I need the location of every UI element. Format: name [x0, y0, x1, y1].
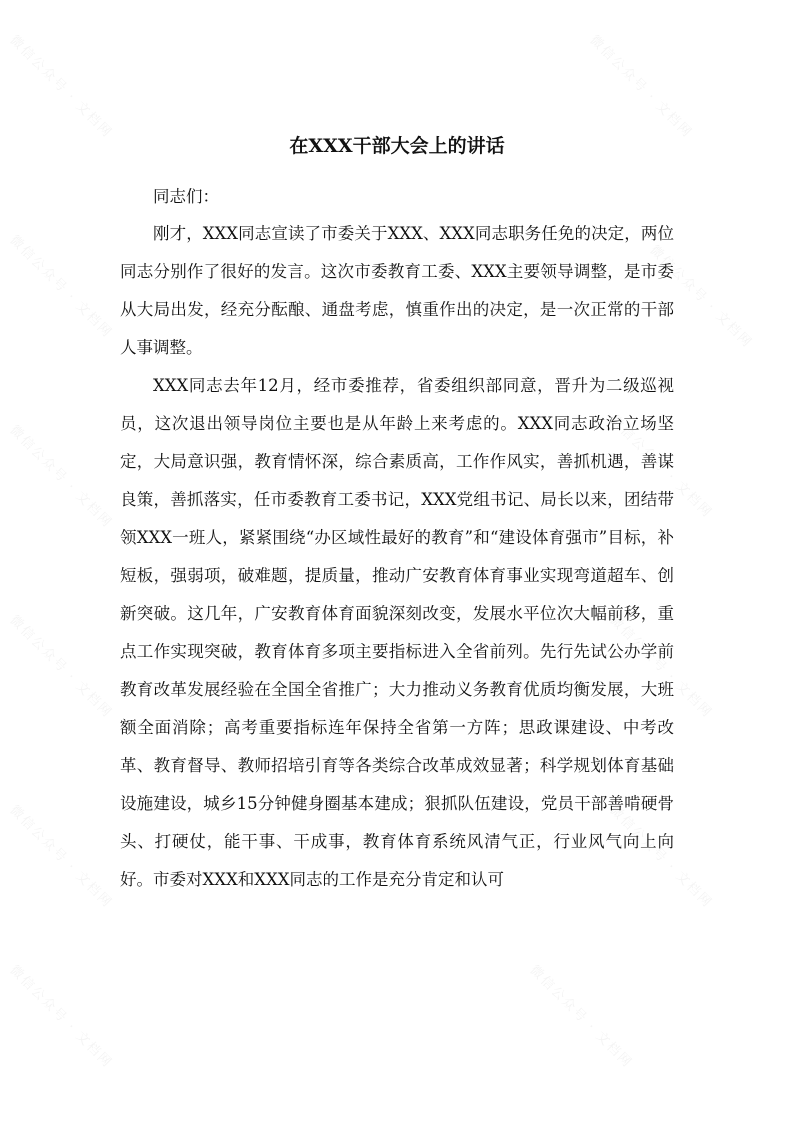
watermark: 微信公众号 · 文档网 [646, 242, 756, 352]
watermark: 微信公众号 · 文档网 [606, 612, 716, 722]
watermark: 微信公众号 · 文档网 [6, 962, 116, 1072]
watermark: 微信公众号 · 文档网 [6, 32, 116, 142]
watermark: 微信公众号 · 文档网 [586, 32, 696, 142]
paragraph: 刚才，XXX同志宣读了市委关于XXX、XXX同志职务任免的决定，两位同志分别作了很好的发言。这次市委教育工委、XXX主要领导调整，是市委从大局出发，经充分酝酿、通盘考虑，慎重作出的决定，是一次正常的干部人事调整。 [120, 224, 674, 357]
watermark: 微信公众号 · 文档网 [526, 962, 636, 1072]
watermark: 微信公众号 · 文档网 [606, 412, 716, 522]
watermark: 微信公众号 · 文档网 [606, 802, 716, 912]
watermark: 微信公众号 · 文档网 [6, 612, 116, 722]
watermark: 微信公众号 · 文档网 [6, 422, 116, 532]
document-body [120, 128, 674, 899]
document-title: 在XXX干部大会上的讲话 [289, 135, 505, 157]
watermark: 微信公众号 · 文档网 [6, 802, 116, 912]
watermark: 微信公众号 · 文档网 [6, 232, 116, 342]
paragraph: XXX同志去年12月，经市委推荐，省委组织部同意，晋升为二级巡视员，这次退出领导岗位主要也是从年龄上来考虑的。XXX同志政治立场坚定，大局意识强，教育情怀深，综合素质高，工作作风实，善抓机遇，善谋良策，善抓落实，任市委教育工委书记，XXX党组书记、局长以来，团结带领XXX一班人，紧紧围绕“办区域性最好的教育”和“建设体育强市”目标，补短板，强弱项，破难题，提质量，推动广安教育体育事业实现弯道超车、创新突破。这几年，广安教育体育面貌深刻改变，发展水平位次大幅前移，重点工作实现突破，教育体育多项主要指标进入全省前列。先行先试公办学前教育改革发展经验在全国全省推广；大力推动义务教育优质均衡发展，大班额全面消除；高考重要指标连年保持全省第一方阵；思政课建设、中考改革、教育督导、教师招培引育等各类综合改革成效显著；科学规划体育基础设施建设，城乡15分钟健身圈基本建成；狠抓队伍建设，党员干部善啃硬骨头、打硬仗，能干事、干成事，教育体育系统风清气正，行业风气向上向好。市委对XXX和XXX同志的工作是充分肯定和认可 [120, 376, 674, 889]
greeting: 同志们： [153, 187, 219, 206]
